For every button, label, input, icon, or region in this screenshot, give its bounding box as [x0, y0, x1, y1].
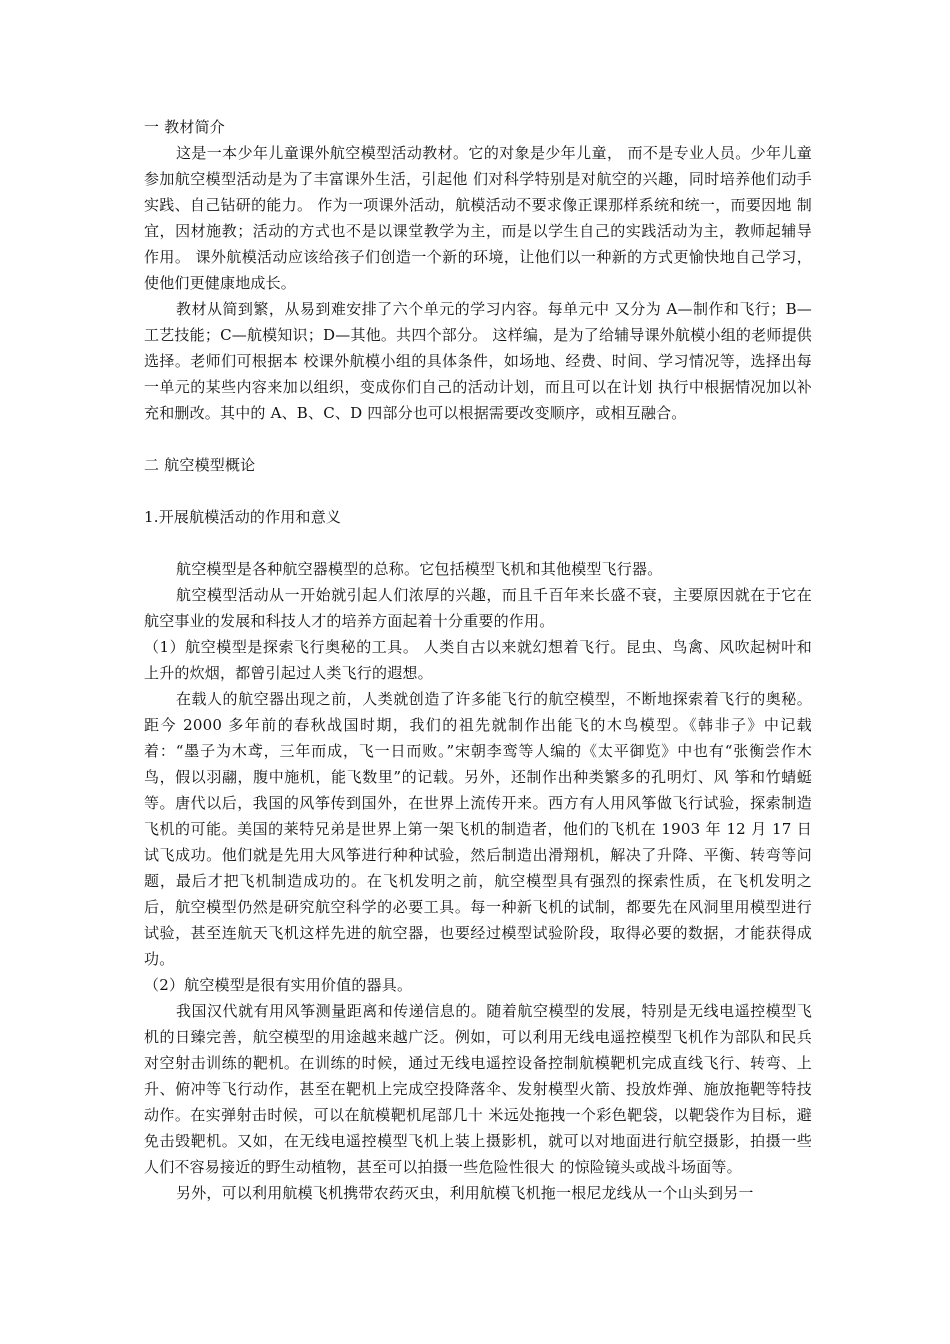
spacer: [144, 478, 812, 504]
intro-paragraph-1: 这是一本少年儿童课外航空模型活动教材。它的对象是少年儿童， 而不是专业人员。少年儿童参加航空模型活动是为了丰富课外生活，引起他 们对科学特别是对航空的兴趣，同时培养他们动手实践、自己钻研的能力。 作为一项课外活动，航模活动不要求像正课那样系统和统一，而要因地 制宜，因材施教；活动的方式也不是以课堂教学为主，而是以学生自己的实践活动为主，教师起辅导作用。 课外航模活动应该给孩子们创造一个新的环境，让他们以一种新的方式更愉快地自己学习，使他们更健康地成长。: [144, 144, 812, 292]
section-heading-overview: 二 航空模型概论: [144, 456, 256, 474]
document-page: [144, 114, 812, 1206]
subsection-heading: 1.开展航模活动的作用和意义: [144, 508, 342, 526]
overview-paragraph-3: 在载人的航空器出现之前，人类就创造了许多能飞行的航空模型，不断地探索着飞行的奥秘。距今 2000 多年前的春秋战国时期，我们的祖先就制作出能飞的木鸟模型。《韩非子》中记载着：“墨子为木鸢，三年而成，飞一日而败。”宋朝李鸾等人编的《太平御览》中也有“张衡尝作木鸟，假以羽翮，腹中施机，能飞数里”的记载。另外，还制作出种类繁多的孔明灯、风 筝和竹蜻蜓等。唐代以后，我国的风筝传到国外，在世界上流传开来。西方有人用风筝做飞行试验，探索制造飞机的可能。美国的莱特兄弟是世界上第一架飞机的制造者，他们的飞机在 1903 年 12 月 17 日试飞成功。他们就是先用大风筝进行种种试验，然后制造出滑翔机，解决了升降、平衡、转弯等问题，最后才把飞机制造成功的。在飞机发明之前，航空模型具有强烈的探索性质，在飞机发明之后，航空模型仍然是研究航空科学的必要工具。每一种新飞机的试制，都要先在风洞里用模型进行试验，甚至连航天飞机这样先进的航空器，也要经过模型试验阶段，取得必要的数据，才能获得成功。: [144, 690, 812, 968]
item-1-paragraph: （1）航空模型是探索飞行奥秘的工具。 人类自古以来就幻想着飞行。昆虫、鸟禽、风吹起树叶和上升的炊烟，都曾引起过人类飞行的遐想。: [144, 638, 812, 682]
item-2-heading: （2）航空模型是很有实用价值的器具。: [144, 976, 413, 994]
overview-paragraph-4: 我国汉代就有用风筝测量距离和传递信息的。随着航空模型的发展，特别是无线电遥控模型飞机的日臻完善，航空模型的用途越来越广泛。例如，可以利用无线电遥控模型飞机作为部队和民兵对空射击训练的靶机。在训练的时候，通过无线电遥控设备控制航模靶机完成直线飞行、转弯、上升、俯冲等飞行动作，甚至在靶机上完成空投降落伞、发射模型火箭、投放炸弹、施放拖靶等特技动作。在实弹射击时候，可以在航模靶机尾部几十 米远处拖拽一个彩色靶袋，以靶袋作为目标，避免击毁靶机。又如，在无线电遥控模型飞机上装上摄影机，就可以对地面进行航空摄影，拍摄一些人们不容易接近的野生动植物，甚至可以拍摄一些危险性很大 的惊险镜头或战斗场面等。: [144, 1002, 812, 1176]
overview-paragraph-5: 另外，可以利用航模飞机携带农药灭虫，利用航模飞机拖一根尼龙线从一个山头到另一: [176, 1184, 754, 1202]
spacer: [144, 426, 812, 452]
overview-paragraph-1: 航空模型是各种航空器模型的总称。它包括模型飞机和其他模型飞行器。: [176, 560, 663, 578]
intro-paragraph-2: 教材从简到繁，从易到难安排了六个单元的学习内容。每单元中 又分为 A—制作和飞行；B—工艺技能；C—航模知识；D—其他。共四个部分。 这样编，是为了给辅导课外航模小组的老师提供选择。老师们可根据本 校课外航模小组的具体条件，如场地、经费、时间、学习情况等，选择出每 一单元的某些内容来加以组织，变成你们自己的活动计划，而且可以在计划 执行中根据情况加以补充和删改。其中的 A、B、C、D 四部分也可以根据需要改变顺序，或相互融合。: [144, 300, 812, 422]
overview-paragraph-2: 航空模型活动从一开始就引起人们浓厚的兴趣，而且千百年来长盛不衰，主要原因就在于它在航空事业的发展和科技人才的培养方面起着十分重要的作用。: [144, 586, 812, 630]
section-heading-intro: 一 教材简介: [144, 118, 225, 136]
spacer: [144, 530, 812, 556]
